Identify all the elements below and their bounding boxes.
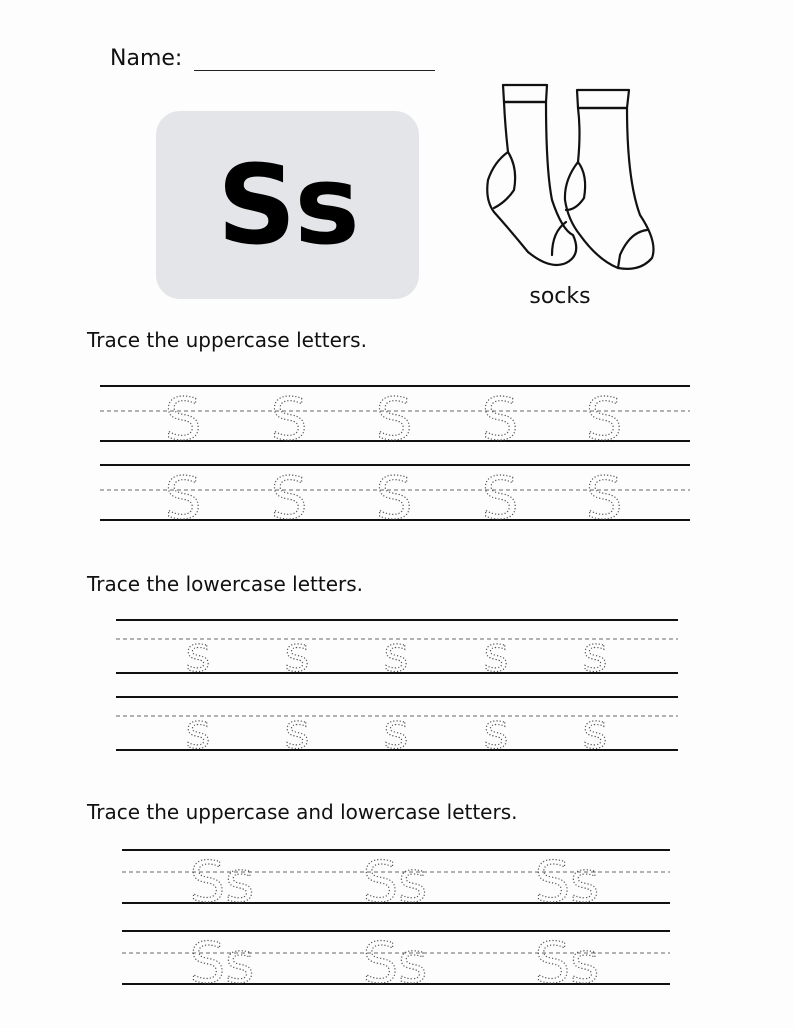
uppercase-trace-letter: S xyxy=(375,464,413,532)
lowercase-trace-letter: s xyxy=(185,704,211,760)
featured-letter: Ss xyxy=(217,141,358,269)
lowercase-trace-letter: s xyxy=(383,627,409,683)
lowercase-trace-letter: s xyxy=(185,627,211,683)
lowercase-trace-letter: s xyxy=(483,704,509,760)
uppercase-trace-letter: S xyxy=(270,385,308,453)
uppercase-trace-letter: S xyxy=(585,385,623,453)
lowercase-trace-letter: s xyxy=(483,627,509,683)
lowercase-trace-letter: s xyxy=(582,627,608,683)
both-trace-letter: Ss xyxy=(534,931,600,996)
uppercase-trace-letter: S xyxy=(164,385,202,453)
section-title-lowercase: Trace the lowercase letters. xyxy=(87,572,364,596)
uppercase-trace-letter: S xyxy=(375,385,413,453)
both-trace-letter: Ss xyxy=(534,850,600,915)
both-trace-letter: Ss xyxy=(362,931,428,996)
name-label: Name: xyxy=(110,46,183,71)
lowercase-trace-letter: s xyxy=(383,704,409,760)
both-trace-letter: Ss xyxy=(189,931,255,996)
uppercase-trace-letter: S xyxy=(164,464,202,532)
uppercase-trace-letter: S xyxy=(585,464,623,532)
section-title-uppercase: Trace the uppercase letters. xyxy=(87,328,367,352)
picture-label: socks xyxy=(529,284,591,309)
uppercase-trace-letter: S xyxy=(270,464,308,532)
section-title-both: Trace the uppercase and lowercase letters. xyxy=(87,800,518,824)
lowercase-trace-letter: s xyxy=(284,704,310,760)
both-trace-letter: Ss xyxy=(189,850,255,915)
lowercase-trace-letter: s xyxy=(284,627,310,683)
uppercase-trace-letter: S xyxy=(481,464,519,532)
lowercase-trace-letter: s xyxy=(582,704,608,760)
both-trace-letter: Ss xyxy=(362,850,428,915)
uppercase-trace-letter: S xyxy=(481,385,519,453)
